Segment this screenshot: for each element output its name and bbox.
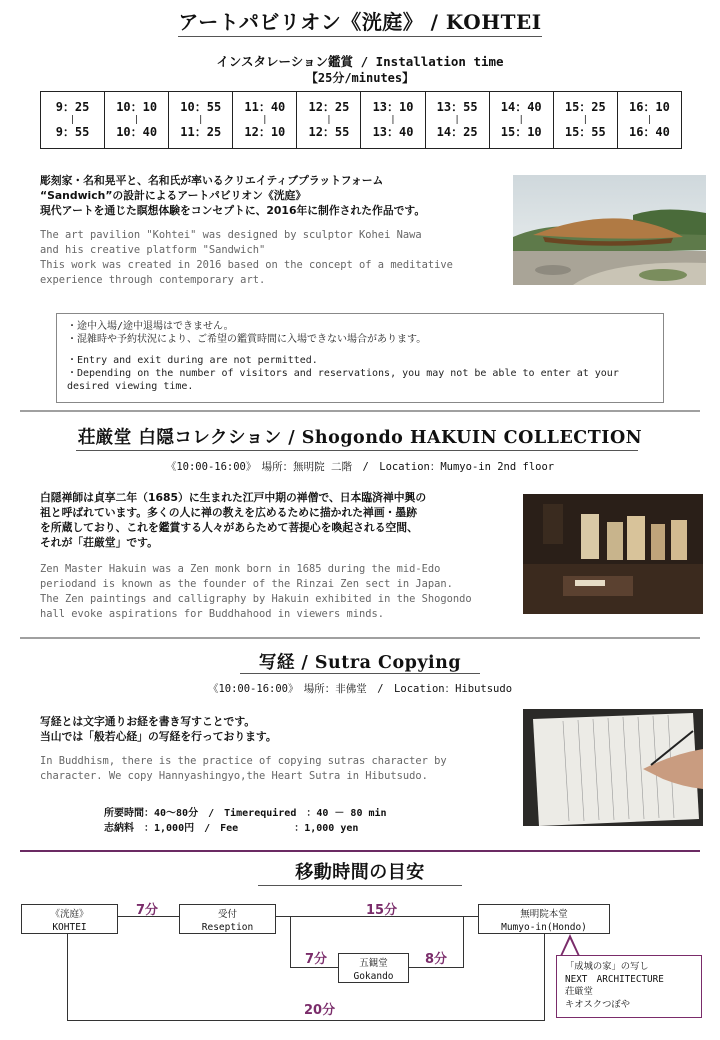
time-kohtei-reception: 7分 (136, 903, 159, 918)
notice-en: ・Entry and exit during are not permitted. ・Depending on the number of visitors and reservations, you may not be able to enter at your desired viewing time. (67, 355, 619, 392)
callout-pointer-inner (562, 939, 578, 956)
shakyo-en-description: In Buddhism, there is the practice of copying sutras character by character. We copy Hannyashingyo,the Heart Sutra in Hibutsudo. (40, 755, 447, 782)
shakyo-fee: 志納料 ：1,000円 / Fee ：1,000 yen (104, 823, 359, 834)
kohtei-notice-box (56, 313, 664, 403)
kohtei-title-underline (178, 36, 542, 37)
time-slot: 9：25 | 9：55 (41, 92, 105, 149)
time-slot: 15：25 | 15：55 (553, 92, 617, 149)
route-line (290, 916, 291, 967)
kohtei-jp-description: 彫刻家・名和晃平と、名和氏が率いるクリエイティブプラットフォーム “Sandwich”の設計によるアートパビリオン《洸庭》 現代アートを通じた瞑想体験をコンセプトに、2016年に制作された作品です。 (40, 174, 426, 217)
time-slot: 10：55 | 11：25 (169, 92, 233, 149)
kohtei-en-description: The art pavilion "Kohtei" was designed by sculptor Kohei Nawa and his creative platform "Sandwich" This work was created in 2016 based on the concept of a meditative experience through contemporary art. (40, 229, 453, 286)
kohtei-pavilion-photo (513, 175, 706, 285)
time-slot: 16：10 | 16：40 (617, 92, 681, 149)
section-divider (20, 410, 700, 412)
time-slot: 13：10 | 13：40 (361, 92, 425, 149)
node-kohtei: 《洸庭》 KOHTEI (21, 904, 118, 934)
time-slot: 11：40 | 12：10 (233, 92, 297, 149)
section-divider (20, 850, 700, 852)
time-reception-hondo: 15分 (366, 903, 398, 918)
time-slot: 13：55 | 14：25 (425, 92, 489, 149)
time-kohtei-hondo: 20分 (304, 1003, 336, 1018)
shogondo-title: 荘厳堂 白隠コレクション / Shogondo HAKUIN COLLECTION (77, 428, 643, 448)
shogondo-en-description: Zen Master Hakuin was a Zen monk born in 1685 during the mid-Edo periodand is known as the founder of the Rinzai Zen sect in Japan. The Zen paintings and calligraphy by Hakuin exhibited in the Shogondo hall evoke aspirations for Buddhahood in viewers minds. (40, 563, 472, 620)
time-reception-gokando: 7分 (305, 952, 328, 967)
hondo-facilities-callout: 「成城の家」の写し NEXT ARCHITECTURE 荘厳堂 キオスクつぼや (556, 955, 702, 1018)
shakyo-jp-description: 写経とは文字通りお経を書き写すことです。 当山では「般若心経」の写経を行っております。 (40, 715, 277, 743)
time-slot: 10：10 | 10：40 (105, 92, 169, 149)
route-line (67, 1020, 544, 1021)
route-line (290, 967, 338, 968)
shakyo-title-underline (240, 673, 480, 674)
shogondo-info: 《10:00-16:00》 場所：無明院 二階 / Location：Mumyo-in 2nd floor (165, 461, 555, 473)
sutra-copying-photo (523, 709, 703, 826)
shakyo-info: 《10:00-16:00》 場所：非佛堂 / Location：Hibutsudo (207, 683, 513, 695)
shogondo-hall-photo (523, 494, 703, 614)
kohtei-title: アートパビリオン《洸庭》 / KOHTEI (178, 10, 542, 34)
installation-heading: インスタレーション鑑賞 / Installation time (216, 54, 504, 69)
section-divider (20, 637, 700, 639)
time-slot: 12：25 | 12：55 (297, 92, 361, 149)
shogondo-title-underline (76, 450, 638, 451)
shakyo-title: 写経 / Sutra Copying (258, 653, 462, 673)
travel-title: 移動時間の目安 (295, 862, 425, 883)
route-line (544, 933, 545, 1021)
installation-duration: 【25分/minutes】 (305, 71, 415, 85)
shakyo-time-required: 所要時間：40～80分 / Timerequired ：40 － 80 min (104, 808, 387, 819)
installation-timetable (40, 91, 682, 149)
time-slot: 14：40 | 15：10 (489, 92, 553, 149)
node-reception: 受付 Reseption (179, 904, 276, 934)
route-line (463, 916, 464, 967)
node-gokando: 五観堂 Gokando (338, 953, 409, 983)
route-line (408, 967, 464, 968)
notice-jp: ・途中入場/途中退場はできません。 ・混雑時や予約状況により、ご希望の鑑賞時間に入場できない場合があります。 (67, 321, 427, 345)
node-mumyo-in-hondo: 無明院本堂 Mumyo-in(Hondo) (478, 904, 610, 934)
time-gokando-hondo: 8分 (425, 952, 448, 967)
shogondo-jp-description: 白隠禅師は貞享二年（1685）に生まれた江戸中期の禅僧で、日本臨済禅中興の 祖と呼ばれています。多くの人に禅の教えを広めるために描かれた禅画・墨跡 を所蔵しており、これを鑑賞する人々があらためて菩提心を喚起される空間、 それが「荘厳堂」です。 (40, 491, 427, 549)
route-line (67, 933, 68, 1021)
travel-title-underline (258, 885, 462, 886)
